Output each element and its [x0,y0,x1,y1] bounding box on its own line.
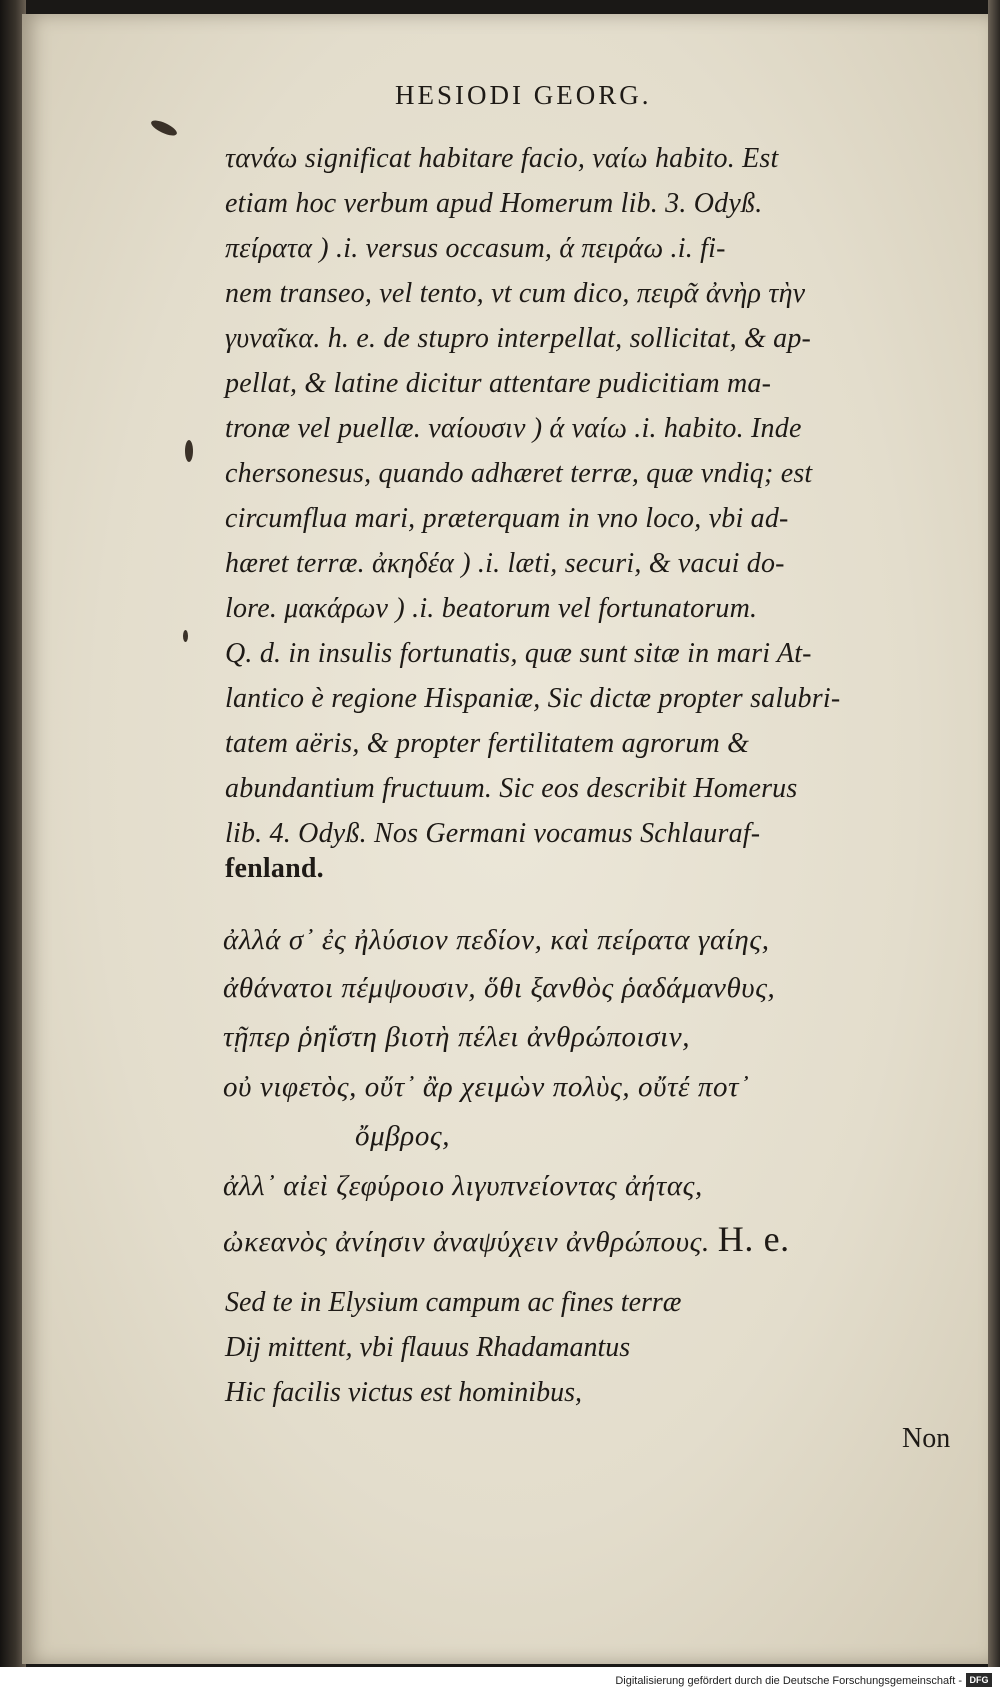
translation-line: Dij mittent, vbi flauus Rhadamantus [225,1332,631,1363]
commentary-line: Q. d. in insulis fortunatis, quæ sunt sitæ in mari At- [225,638,812,669]
greek-verse-line: οὐ νιφετὸς, οὔτ᾽ ἂρ χειμὼν πολὺς, οὔτέ ποτ᾽ [223,1071,750,1103]
digitization-credit: Digitalisierung gefördert durch die Deutsche Forschungsgemeinschaft - [615,1675,962,1687]
page-edge [988,0,1000,1670]
commentary-line: nem transeo, vel tento, vt cum dico, πειρᾶ ἀνὴρ τὴν [225,278,806,309]
greek-verse-line [223,1218,790,1260]
greek-verse-line: τῇπερ ῥηΐστη βιοτὴ πέλει ἀνθρώποισιν, [223,1021,691,1053]
commentary-line: pellat, & latine dicitur attentare pudicitiam ma- [225,368,772,399]
greek-verse-text: ὠκεανὸς ἀνίησιν ἀναψύχειν ἀνθρώπους. [223,1226,710,1258]
greek-end-marker: H. e. [717,1219,790,1259]
commentary-line: lore. μακάρων ) .i. beatorum vel fortunatorum. [225,593,758,624]
commentary-line: abundantium fructuum. Sic eos describit Homerus [225,773,798,804]
greek-verse-line: ἀλλ᾽ αἰεὶ ζεφύροιο λιγυπνείοντας ἀήτας, [223,1170,703,1202]
commentary-line: tronæ vel puellæ. ναίουσιν ) ά ναίω .i. habito. Inde [225,413,802,444]
greek-verse-line: ἀθάνατοι πέμψουσιν, ὅθι ξανθὸς ῥαδάμανθυς, [223,972,776,1004]
translation-line: Hic facilis victus est hominibus, [225,1377,582,1408]
ink-stain [185,440,193,462]
commentary-line: etiam hoc verbum apud Homerum lib. 3. Odyß. [225,188,763,219]
commentary-line: tatem aëris, & propter fertilitatem agrorum & [225,728,750,759]
running-title: HESIODI GEORG. [395,80,652,110]
commentary-line: πείρατα ) .i. versus occasum, ά πειράω .i. fi- [225,233,726,264]
commentary-line: chersonesus, quando adhæret terræ, quæ vndiq; est [225,458,813,489]
dfg-logo: DFG [966,1673,992,1687]
commentary-line: fenland. [225,853,324,884]
commentary-line: γυναῖκα. h. e. de stupro interpellat, sollicitat, & ap- [225,323,812,354]
commentary-line: lib. 4. Odyß. Nos Germani vocamus Schlauraf- [225,818,761,849]
commentary-line: circumflua mari, præterquam in vno loco, vbi ad- [225,503,789,534]
translation-line: Sed te in Elysium campum ac fines terræ [225,1287,682,1318]
catchword: Non [902,1423,951,1454]
ink-stain [183,630,188,642]
commentary-line: τανάω significat habitare facio, ναίω habito. Est [225,143,779,174]
greek-verse-line: ἀλλά σ᾽ ἐς ἠλύσιον πεδίον, καὶ πείρατα γαίης, [223,924,770,956]
commentary-line: lantico è regione Hispaniæ, Sic dictæ propter salubri- [225,683,841,714]
greek-verse-line: ὄμβρος, [355,1120,451,1152]
commentary-line: hæret terræ. ἀκηδέα ) .i. læti, securi, & vacui do- [225,548,785,579]
